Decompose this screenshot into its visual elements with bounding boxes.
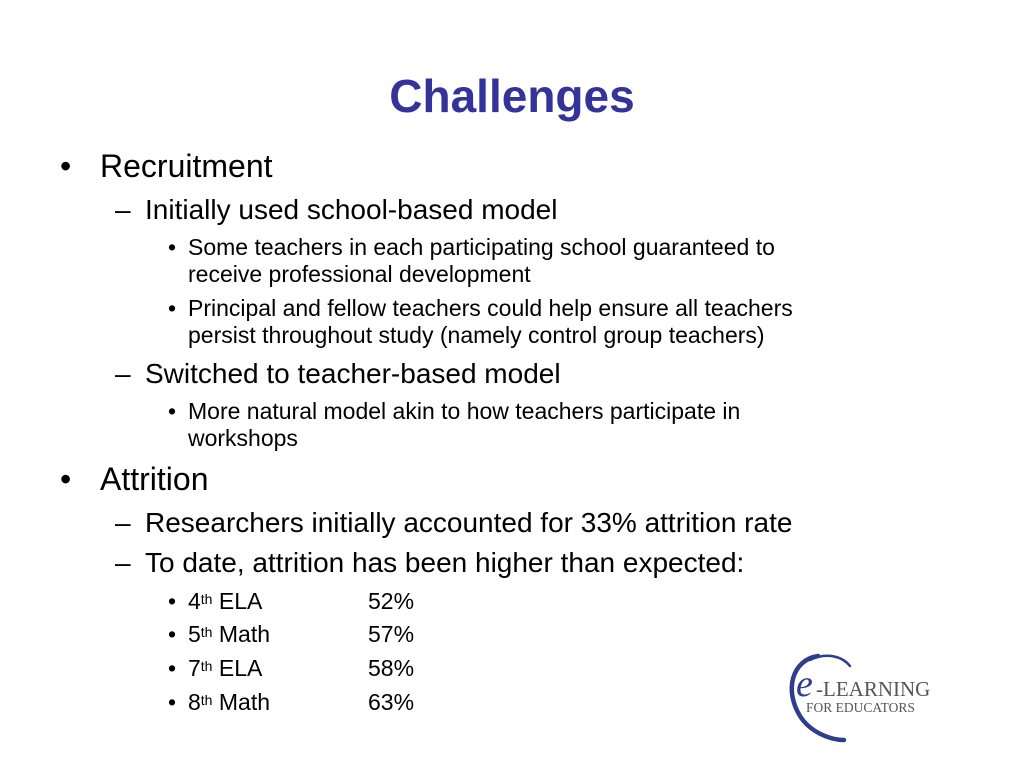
- rate-grade: [188, 588, 262, 615]
- detail-line: workshops: [188, 425, 298, 451]
- bullet-text: Attrition: [100, 461, 209, 497]
- bullet-marker: •: [168, 588, 177, 614]
- subpoint-text: Switched to teacher-based model: [145, 358, 561, 389]
- grade-number: 7: [188, 655, 201, 681]
- rate-grade: [188, 655, 262, 682]
- rate-subject: ELA: [218, 588, 263, 614]
- dash-marker: –: [115, 507, 131, 538]
- bullet-marker: •: [168, 621, 177, 647]
- logo-line-1: -LEARNING: [816, 677, 931, 701]
- rate-percent: 57%: [368, 621, 415, 647]
- rate-subject: Math: [218, 621, 271, 647]
- bullet-text: Recruitment: [100, 148, 273, 184]
- logo-letter: e: [796, 663, 813, 705]
- bullet-marker: •: [168, 295, 177, 321]
- rate-percent: 63%: [368, 689, 415, 715]
- detail-line: persist throughout study (namely control group teachers): [188, 322, 765, 348]
- rate-subject: ELA: [218, 655, 263, 681]
- rate-percent: 52%: [368, 588, 415, 614]
- bullet-marker: •: [168, 689, 177, 715]
- detail-line: receive professional development: [188, 261, 531, 287]
- slide-title: Challenges: [389, 70, 635, 122]
- grade-ordinal: th: [200, 692, 213, 708]
- subpoint-text: Researchers initially accounted for 33% attrition rate: [145, 507, 793, 538]
- rate-subject: Math: [218, 689, 271, 715]
- grade-number: 8: [188, 689, 201, 715]
- grade-ordinal: th: [200, 658, 213, 674]
- bullet-marker: •: [168, 234, 177, 260]
- detail-line: More natural model akin to how teachers participate in: [188, 398, 741, 424]
- e-learning-logo: [780, 650, 965, 745]
- logo-line-2: FOR EDUCATORS: [806, 700, 915, 715]
- rate-grade: [188, 621, 270, 648]
- bullet-marker: •: [168, 655, 177, 681]
- detail-line: Some teachers in each participating school guaranteed to: [188, 234, 775, 260]
- grade-number: 4: [188, 588, 201, 614]
- detail-line: Principal and fellow teachers could help ensure all teachers: [188, 295, 793, 321]
- logo-arc-top-icon: [810, 656, 850, 666]
- bullet-marker: •: [60, 148, 72, 184]
- rate-grade: [188, 689, 270, 716]
- subpoint-text: To date, attrition has been higher than expected:: [145, 547, 745, 578]
- grade-ordinal: th: [200, 624, 213, 640]
- subpoint-text: Initially used school-based model: [145, 194, 558, 225]
- rate-percent: 58%: [368, 655, 415, 681]
- grade-number: 5: [188, 621, 201, 647]
- bullet-marker: •: [60, 461, 72, 497]
- dash-marker: –: [115, 547, 131, 578]
- dash-marker: –: [115, 358, 131, 389]
- grade-ordinal: th: [200, 591, 213, 607]
- dash-marker: –: [115, 194, 131, 225]
- bullet-marker: •: [168, 398, 177, 424]
